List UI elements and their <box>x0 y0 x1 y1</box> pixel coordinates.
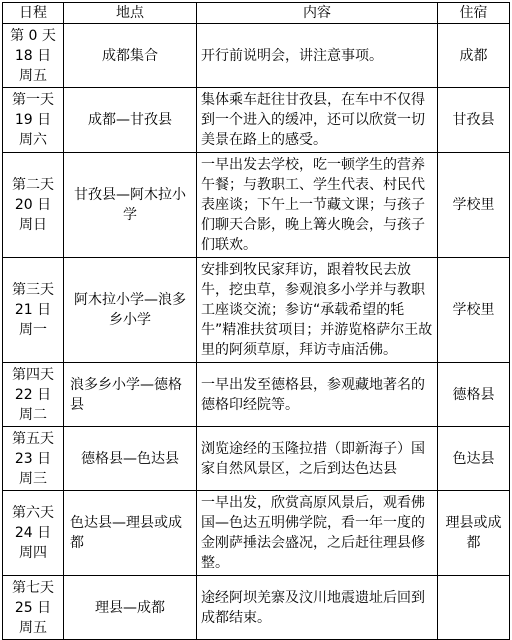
content-cell: 途经阿坝羌寨及汶川地震遗址后回到成都结束。 <box>197 576 438 640</box>
day-cell <box>3 153 64 258</box>
day-date: 23 日 <box>14 450 52 467</box>
day-label: 第四天 <box>12 366 54 383</box>
location-cell: 色达县—理县或成都 <box>64 491 197 576</box>
day-date: 19 日 <box>14 112 52 128</box>
lodging-cell: 成都 <box>438 24 510 88</box>
day-label: 第三天 <box>12 282 54 298</box>
header-schedule: 日程 <box>3 3 64 24</box>
content-cell: 开行前说明会，讲注意事项。 <box>197 24 438 88</box>
day-weekday: 周三 <box>19 470 47 487</box>
day-weekday: 周四 <box>19 545 47 561</box>
header-row <box>3 3 510 24</box>
itinerary-table <box>2 2 510 640</box>
content-cell: 浏览途经的玉隆拉措（即新海子）国家自然风景区，之后到达色达县 <box>197 427 438 491</box>
table-row <box>3 153 510 258</box>
content-cell: 一早出发，欣赏高原风景后，观看佛国—色达五明佛学院，看一年一度的金刚萨捶法会盛况，之后赶往理县修整。 <box>197 491 438 576</box>
location-cell: 德格县—色达县 <box>64 427 197 491</box>
day-weekday: 周六 <box>19 132 47 148</box>
table-row <box>3 24 510 88</box>
day-label: 第七天 <box>12 579 54 596</box>
day-date: 18 日 <box>14 47 52 64</box>
day-label: 第五天 <box>12 430 54 447</box>
day-date: 22 日 <box>14 386 52 403</box>
day-cell <box>3 427 64 491</box>
table-row <box>3 576 510 640</box>
day-label: 第一天 <box>12 92 54 108</box>
location-cell: 甘孜县—阿木拉小学 <box>64 153 197 258</box>
content-cell: 一早出发至德格县，参观藏地著名的德格印经院等。 <box>197 363 438 427</box>
content-cell: 一早出发去学校，吃一顿学生的营养午餐；与教职工、学生代表、村民代表座谈；下午上一节藏文课；与孩子们聊天合影，晚上篝火晚会，与孩子们联欢。 <box>197 153 438 258</box>
day-label: 第二天 <box>12 177 54 193</box>
table-row <box>3 258 510 363</box>
lodging-cell: 理县或成都 <box>438 491 510 576</box>
table-row <box>3 88 510 153</box>
day-date: 21 日 <box>14 302 52 318</box>
table-row <box>3 491 510 576</box>
day-weekday: 周五 <box>19 67 47 84</box>
day-weekday: 周二 <box>19 406 47 423</box>
location-cell: 浪多乡小学—德格县 <box>64 363 197 427</box>
content-cell: 安排到牧民家拜访，跟着牧民去放牛，挖虫草，参观浪多小学并与教职工座谈交流；参访“承载希望的牦牛”精准扶贫项目；并游览格萨尔王故里的阿须草原，拜访寺庙活佛。 <box>197 258 438 363</box>
header-lodging: 住宿 <box>438 3 510 24</box>
location-cell: 成都集合 <box>64 24 197 88</box>
location-cell: 阿木拉小学—浪多乡小学 <box>64 258 197 363</box>
lodging-cell: 学校里 <box>438 153 510 258</box>
location-cell: 理县—成都 <box>64 576 197 640</box>
day-weekday: 周日 <box>19 217 47 233</box>
day-label: 第 0 天 <box>10 27 56 44</box>
day-weekday: 周一 <box>19 322 47 338</box>
table-row <box>3 363 510 427</box>
day-cell <box>3 24 64 88</box>
lodging-cell: 甘孜县 <box>438 88 510 153</box>
day-cell <box>3 491 64 576</box>
lodging-cell: 色达县 <box>438 427 510 491</box>
lodging-cell: 德格县 <box>438 363 510 427</box>
day-cell <box>3 88 64 153</box>
header-location: 地点 <box>64 3 197 24</box>
header-content: 内容 <box>197 3 438 24</box>
day-cell <box>3 576 64 640</box>
content-cell: 集体乘车赶往甘孜县，在车中不仅得到一个进入的缓冲，还可以欣赏一切美景在路上的感受。 <box>197 88 438 153</box>
lodging-cell <box>438 576 510 640</box>
day-label: 第六天 <box>12 505 54 521</box>
day-date: 20 日 <box>14 197 52 213</box>
day-date: 25 日 <box>14 599 52 616</box>
day-cell <box>3 258 64 363</box>
day-date: 24 日 <box>14 525 52 541</box>
day-weekday: 周五 <box>19 619 47 636</box>
lodging-cell: 学校里 <box>438 258 510 363</box>
table-row <box>3 427 510 491</box>
day-cell <box>3 363 64 427</box>
location-cell: 成都—甘孜县 <box>64 88 197 153</box>
